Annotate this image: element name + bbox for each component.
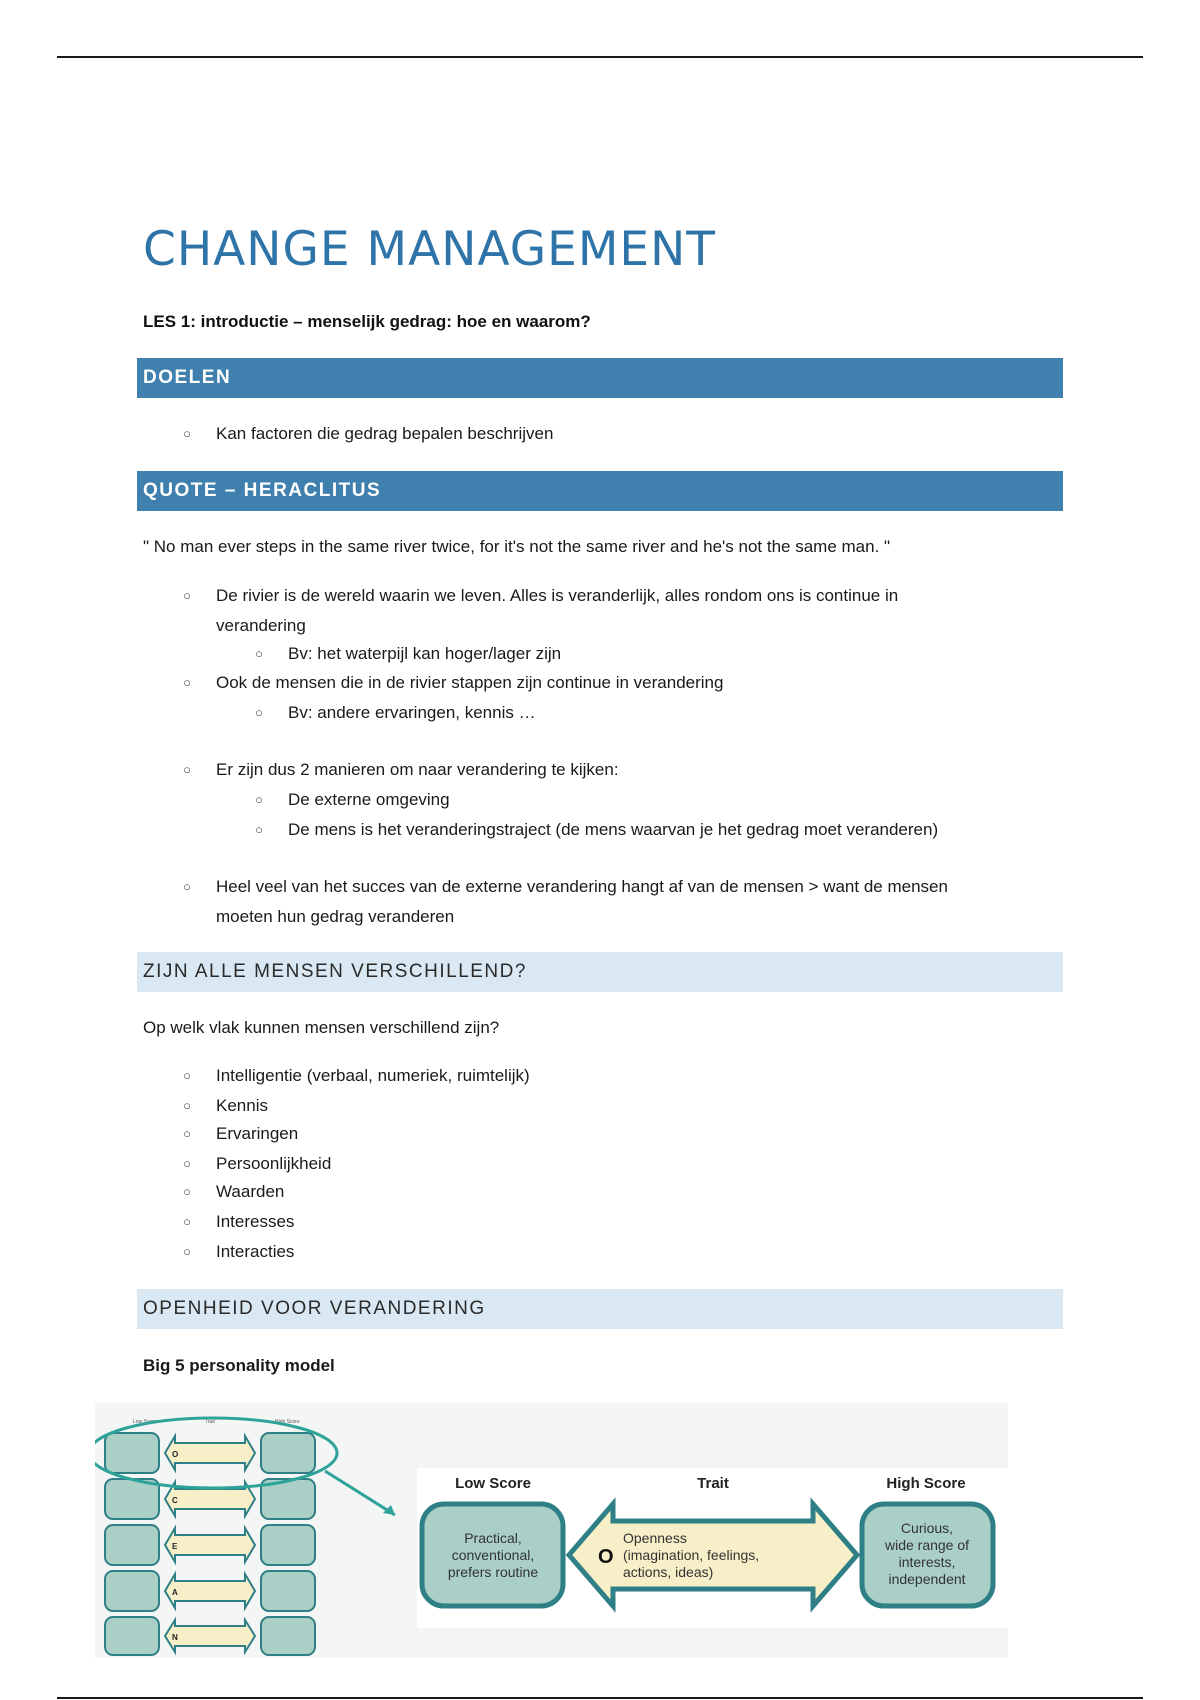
list-item-text: Intelligentie (verbaal, numeriek, ruimtelijk)	[216, 1066, 530, 1085]
list-item-text: Persoonlijkheid	[216, 1154, 332, 1173]
circle-bullet-icon: ○	[255, 705, 263, 720]
mini-trait-letter: C	[172, 1496, 178, 1505]
list-item	[183, 1119, 1036, 1149]
list-item-text: Heel veel van het succes van de externe verandering hangt af van de mensen > want de mensen	[216, 877, 948, 896]
verschillend-question: Op welk vlak kunnen mensen verschillend zijn?	[143, 1018, 500, 1037]
list-item-text: Ervaringen	[216, 1124, 299, 1143]
svg-text:High Score: High Score	[275, 1419, 300, 1425]
openness-detail	[417, 1468, 1008, 1628]
circle-bullet-icon: ○	[183, 675, 191, 690]
list-item-continuation: verandering	[216, 616, 306, 635]
list-item-text: Bv: andere ervaringen, kennis …	[288, 703, 536, 722]
trait-line: Openness	[623, 1530, 687, 1546]
list-item	[183, 1207, 1036, 1237]
circle-bullet-icon: ○	[255, 646, 263, 661]
mini-trait-letter: A	[172, 1588, 178, 1597]
mini-trait-letter: O	[172, 1450, 179, 1459]
trait-letter: O	[598, 1546, 614, 1568]
circle-bullet-icon: ○	[183, 1156, 191, 1171]
list-item	[183, 419, 1036, 449]
list-item	[183, 872, 1036, 902]
circle-bullet-icon: ○	[183, 1098, 191, 1113]
list-item-text: Waarden	[216, 1182, 285, 1201]
list-item-text: De rivier is de wereld waarin we leven. Alles is veranderlijk, alles rondom ons is continue in	[216, 586, 899, 605]
list-item	[183, 1237, 1036, 1267]
page-title: CHANGE MANAGEMENT	[143, 222, 716, 277]
high-score-line: independent	[888, 1571, 966, 1587]
column-high-label: High Score	[886, 1475, 966, 1492]
section-openheid: OPENHEID VOOR VERANDERING	[137, 1289, 1063, 1329]
big5-personality-figure	[95, 1403, 1008, 1658]
low-score-line: Practical,	[464, 1530, 522, 1546]
big5-heading: Big 5 personality model	[143, 1356, 335, 1375]
circle-bullet-icon: ○	[255, 822, 263, 837]
circle-bullet-icon: ○	[183, 588, 191, 603]
column-trait-label: Trait	[697, 1475, 729, 1492]
list-item	[183, 581, 1036, 611]
circle-bullet-icon: ○	[183, 1244, 191, 1259]
list-subitem	[255, 815, 1048, 845]
list-item-text: De mens is het veranderingstraject (de mens waarvan je het gedrag moet veranderen)	[288, 820, 939, 839]
list-item	[183, 1149, 1036, 1179]
circle-bullet-icon: ○	[183, 762, 191, 777]
list-subitem	[255, 639, 1048, 669]
svg-text:Trait: Trait	[205, 1419, 215, 1425]
trait-line: (imagination, feelings,	[623, 1547, 760, 1563]
circle-bullet-icon: ○	[183, 879, 191, 894]
list-item	[183, 1177, 1036, 1207]
high-score-line: Curious,	[900, 1520, 954, 1536]
quote-text: " No man ever steps in the same river twice, for it's not the same river and he's not the same man. "	[143, 537, 891, 556]
list-subitem	[255, 698, 1048, 728]
list-item-text: De externe omgeving	[288, 790, 450, 809]
mini-trait-letter: N	[172, 1633, 178, 1642]
list-subitem	[255, 785, 1048, 815]
trait-line: actions, ideas)	[623, 1564, 714, 1580]
svg-text:Low Score: Low Score	[133, 1419, 157, 1425]
list-item-text: Kan factoren die gedrag bepalen beschrijven	[216, 424, 554, 443]
list-item	[183, 1061, 1036, 1091]
list-item-text: Interesses	[216, 1212, 295, 1231]
circle-bullet-icon: ○	[183, 1214, 191, 1229]
circle-bullet-icon: ○	[183, 426, 191, 441]
high-score-line: wide range of	[884, 1537, 970, 1553]
circle-bullet-icon: ○	[183, 1068, 191, 1083]
lesson-subtitle: LES 1: introductie – menselijk gedrag: hoe en waarom?	[143, 312, 591, 331]
list-item-text: Bv: het waterpijl kan hoger/lager zijn	[288, 644, 562, 663]
list-item	[183, 668, 1036, 698]
list-item	[183, 755, 1036, 785]
list-item-text: Interacties	[216, 1242, 295, 1261]
low-score-line: conventional,	[451, 1547, 535, 1563]
top-rule	[57, 56, 1143, 58]
section-doelen: DOELEN	[137, 358, 1063, 398]
list-item-text: Kennis	[216, 1096, 268, 1115]
column-low-label: Low Score	[455, 1475, 531, 1492]
list-item-text: Er zijn dus 2 manieren om naar verandering te kijken:	[216, 760, 619, 779]
bottom-rule	[57, 1697, 1143, 1699]
mini-trait-letter: E	[172, 1542, 178, 1551]
list-item-continuation: moeten hun gedrag veranderen	[216, 907, 455, 926]
circle-bullet-icon: ○	[183, 1126, 191, 1141]
section-quote: QUOTE – HERACLITUS	[137, 471, 1063, 511]
low-score-line: prefers routine	[447, 1564, 539, 1580]
circle-bullet-icon: ○	[183, 1184, 191, 1199]
circle-bullet-icon: ○	[255, 792, 263, 807]
list-item	[183, 1091, 1036, 1121]
section-verschillend: ZIJN ALLE MENSEN VERSCHILLEND?	[137, 952, 1063, 992]
list-item-text: Ook de mensen die in de rivier stappen zijn continue in verandering	[216, 673, 724, 692]
high-score-line: interests,	[898, 1554, 956, 1570]
